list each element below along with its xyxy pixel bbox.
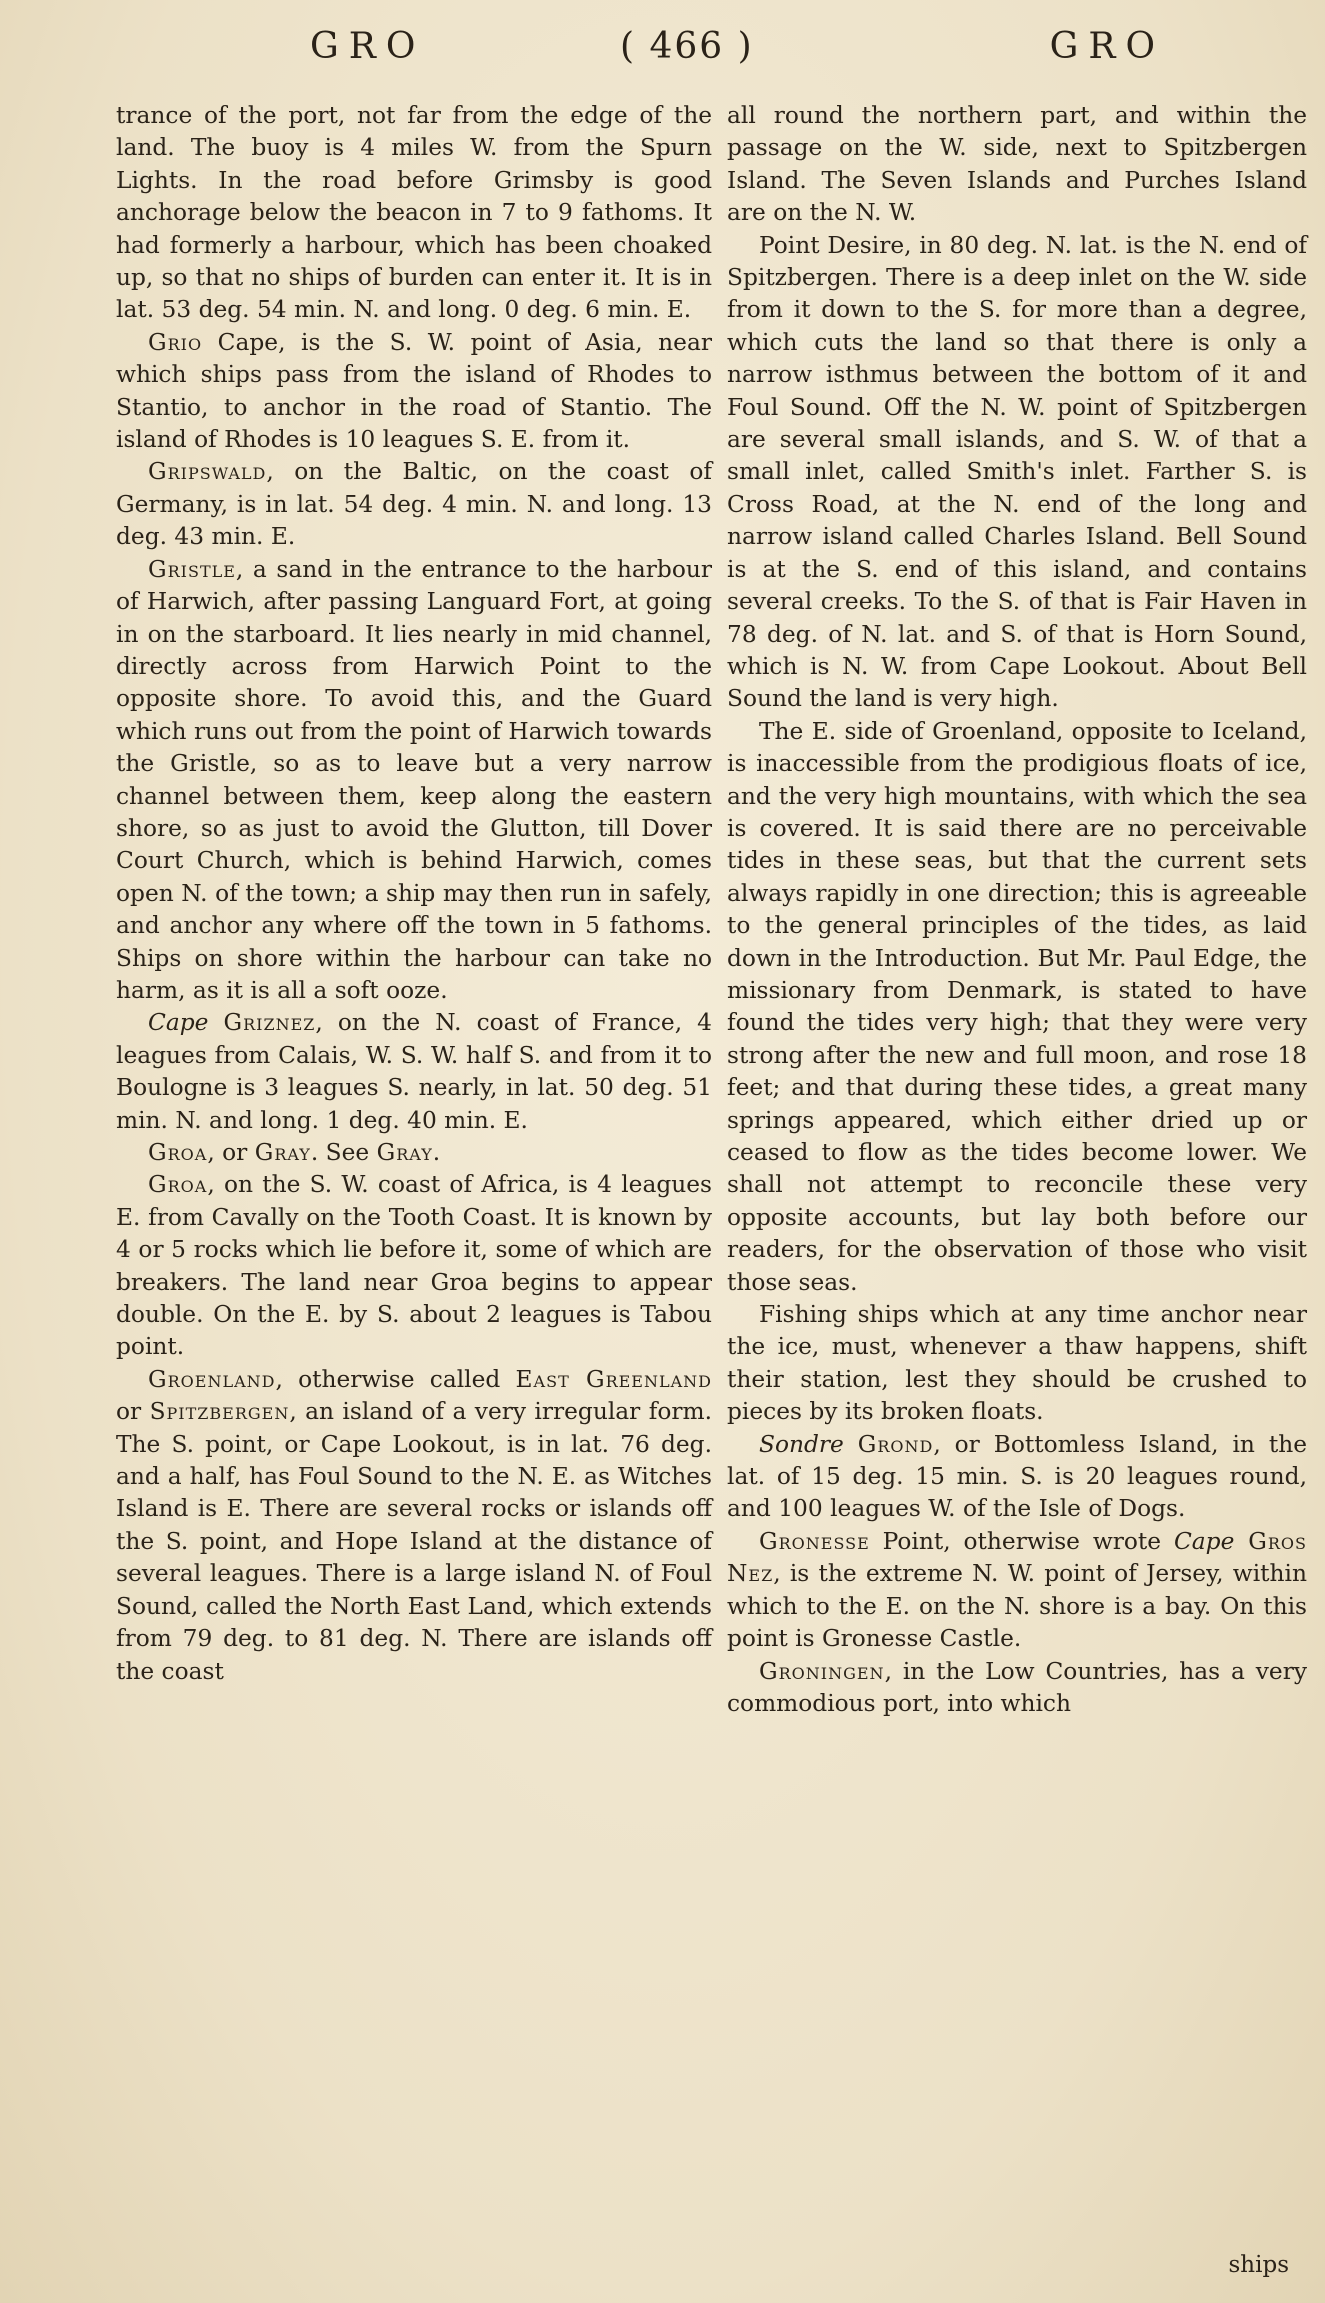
entry-text: Cape, is the S. W. point of Asia, near which ships pass from the island of Rhodes to Stantio, to anchor in the road of Stantio. The island of Rhodes is 10 leagues S. E. from it. <box>116 328 712 454</box>
entry-headword-alt: Spitzbergen <box>149 1398 290 1426</box>
entry-text: , a sand in the entrance to the harbour of Harwich, after passing Languard Fort, at going in on the starboard. It lies nearly in mid channel, directly across from Harwich Point to the opposite shore. To avoid this, and the Guard which runs out from the point of Harwich towards the Gristle, so as to leave but a very narrow channel between them, keep along the eastern shore, so as just to avoid the Glutton, till Dover Court Church, which is behind Harwich, comes open N. of the town; a ship may then run in safely, and anchor any where off the town in 5 fathoms. Ships on shore within the harbour can take no harm, as it is all a soft ooze. <box>116 555 712 1004</box>
entry-text: or <box>116 1398 150 1426</box>
cross-reference: Gray <box>376 1139 433 1166</box>
entry-headword: Grio <box>148 328 203 356</box>
entry-text: . <box>432 1139 441 1166</box>
entry-text: , is the extreme N. W. point of Jersey, within which to the E. on the N. shore is a bay. On this point is Gronesse Castle. <box>727 1560 1307 1653</box>
paragraph-continued: all round the northern part, and within the passage on the W. side, next to Spitzbergen Island. The Seven Islands and Purches Island are on the N. W. <box>727 102 1307 227</box>
entry-headword-alt: Gray <box>254 1139 311 1166</box>
entry-groenland <box>116 1364 712 1688</box>
entry-grio <box>116 327 712 457</box>
catchword: ships <box>1228 2252 1289 2278</box>
entry-prefix: Cape <box>148 1009 209 1037</box>
page-number: ( 466 ) <box>620 26 754 67</box>
entry-text: , or <box>207 1139 255 1166</box>
paragraph-fishing-ships: Fishing ships which at any time anchor near the ice, must, whenever a thaw happens, shift their station, lest they should be crushed to pieces by its broken floats. <box>727 1301 1307 1426</box>
entry-headword: Gristle <box>148 555 236 583</box>
entry-text: , in the Low Countries, has a very commodious port, into which <box>727 1657 1307 1717</box>
entry-headword: Groa <box>148 1171 208 1199</box>
entry-gripswald <box>116 456 712 553</box>
entry-text: . See <box>310 1139 377 1166</box>
entry-headword-alt: East Greenland <box>515 1365 712 1393</box>
entry-griznez <box>116 1007 712 1137</box>
entry-gristle <box>116 554 712 1008</box>
entry-grond <box>727 1429 1307 1526</box>
entry-prefix: Sondre <box>759 1430 844 1458</box>
paragraph-point-desire: Point Desire, in 80 deg. N. lat. is the N. end of Spitzbergen. There is a deep inlet on the W. side from it down to the S. for more than a degree, which cuts the land so that there is only a narrow isthmus between the bottom of it and Foul Sound. Off the N. W. point of Spitzbergen are several small islands, and S. W. of that a small inlet, called Smith's inlet. Farther S. is Cross Road, at the N. end of the long and narrow island called Charles Island. Bell Sound is at the S. end of this island, and contains several creeks. To the S. of that is Fair Haven in 78 deg. of N. lat. and S. of that is Horn Sound, which is N. W. from Cape Lookout. About Bell Sound the land is very high. <box>727 231 1307 713</box>
paragraph-continued: trance of the port, not far from the edge of the land. The buoy is 4 miles W. from the Spurn Lights. In the road before Grimsby is good anchorage below the beacon in 7 to 9 fathoms. It had formerly a harbour, which has been choaked up, so that no ships of burden can enter it. It is in lat. 53 deg. 54 min. N. and long. 0 deg. 6 min. E. <box>116 102 712 324</box>
paragraph-east-side: The E. side of Groenland, opposite to Iceland, is inaccessible from the prodigious floats of ice, and the very high mountains, with which the sea is covered. It is said there are no perceivable tides in these seas, but that the current sets always rapidly in one direction; this is agreeable to the general principles of the tides, as laid down in the Introduction. But Mr. Paul Edge, the missionary from Denmark, is stated to have found the tides very high; that they were very strong after the new and full moon, and rose 18 feet; and that during these tides, a great many springs appeared, which either dried up or ceased to flow as the tides become lower. We shall not attempt to reconcile these very opposite accounts, but lay both before our readers, for the observation of those who visit those seas. <box>727 717 1307 1296</box>
entry-headword: Groa <box>148 1139 208 1166</box>
entry-text: , on the Baltic, on the coast of Germany, is in lat. 54 deg. 4 min. N. and long. 13 deg. 43 min. E. <box>116 458 712 551</box>
entry-headword: Groenland <box>148 1365 276 1393</box>
running-header <box>110 26 1215 86</box>
entry-headword: Gripswald <box>148 458 267 486</box>
header-left-word: GRO <box>310 26 426 67</box>
entry-headword: Groningen <box>759 1657 885 1685</box>
entry-prefix: Cape <box>1173 1527 1235 1555</box>
entry-text: , otherwise called <box>275 1365 516 1393</box>
right-column <box>727 100 1307 1720</box>
entry-groningen <box>727 1656 1307 1721</box>
entry-text: , on the N. coast of France, 4 leagues from Calais, W. S. W. half S. and from it to Boulogne is 3 leagues S. nearly, in lat. 50 deg. 51 min. N. and long. 1 deg. 40 min. E. <box>116 1009 712 1134</box>
entry-text: , or Bottomless Island, in the lat. of 15 deg. 15 min. S. is 20 leagues round, and 100 leagues W. of the Isle of Dogs. <box>727 1430 1307 1523</box>
entry-headword-alt: Gros Nez <box>727 1527 1307 1588</box>
left-column <box>116 100 712 1688</box>
entry-headword: Grond <box>857 1430 934 1458</box>
entry-groa-cross-ref <box>116 1137 712 1169</box>
entry-text: Point, otherwise wrote <box>869 1527 1174 1555</box>
entry-groa <box>116 1169 712 1363</box>
entry-text: , an island of a very irregular form. The S. point, or Cape Lookout, is in lat. 76 deg. and a half, has Foul Sound to the N. E. as Witches Island is E. There are several rocks or islands off the S. point, and Hope Island at the distance of several leagues. There is a large island N. of Foul Sound, called the North East Land, which extends from 79 deg. to 81 deg. N. There are islands off the coast <box>116 1398 712 1685</box>
entry-gronesse <box>727 1526 1307 1656</box>
entry-text: , on the S. W. coast of Africa, is 4 leagues E. from Cavally on the Tooth Coast. It is known by 4 or 5 rocks which lie before it, some of which are breakers. The land near Groa begins to appear double. On the E. by S. about 2 leagues is Tabou point. <box>116 1171 712 1361</box>
entry-headword: Griznez <box>223 1009 316 1037</box>
header-right-word: GRO <box>1049 26 1165 67</box>
entry-headword: Gronesse <box>759 1527 870 1555</box>
